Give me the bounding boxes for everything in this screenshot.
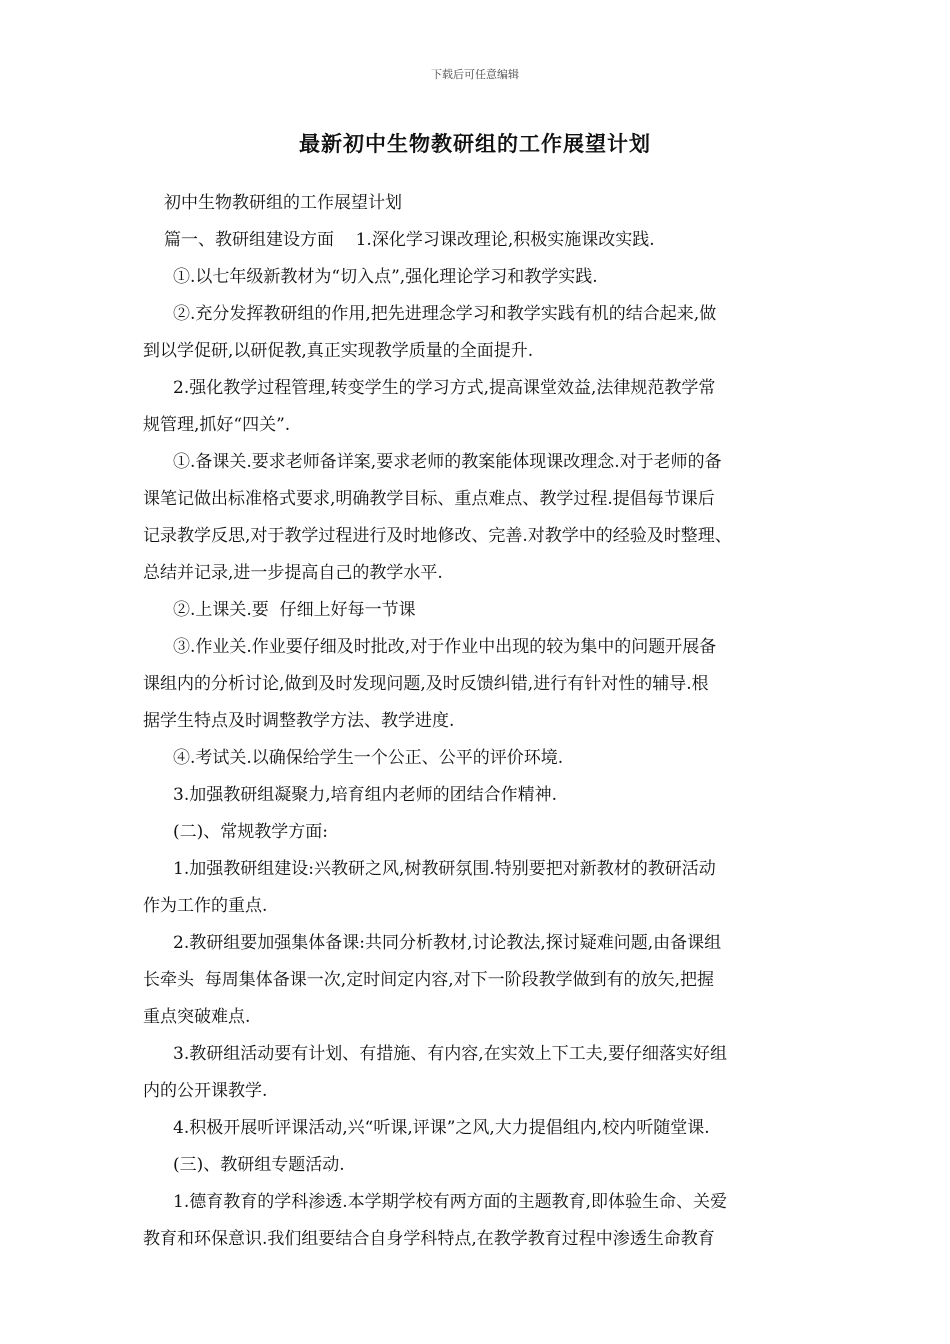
body-line: 2.强化教学过程管理,转变学生的学习方式,提高课堂效益,法律规范教学常 bbox=[173, 378, 716, 398]
body-line: 到以学促研,以研促教,真正实现教学质量的全面提升. bbox=[143, 341, 534, 361]
body-line: 篇一、教研组建设方面 1.深化学习课改理论,积极实施课改实践. bbox=[164, 230, 655, 250]
body-line: ②.充分发挥教研组的作用,把先进理念学习和教学实践有机的结合起来,做 bbox=[173, 304, 717, 324]
body-line: 据学生特点及时调整教学方法、教学进度. bbox=[143, 711, 455, 731]
body-line: 内的公开课教学. bbox=[143, 1081, 268, 1101]
body-line: 课笔记做出标准格式要求,明确教学目标、重点难点、教学过程.提倡每节课后 bbox=[143, 489, 715, 509]
document-body bbox=[143, 185, 811, 1258]
body-line: ④.考试关.以确保给学生一个公正、公平的评价环境. bbox=[173, 748, 564, 768]
body-line: 课组内的分析讨论,做到及时发现问题,及时反馈纠错,进行有针对性的辅导.根 bbox=[143, 674, 709, 694]
body-line: (二)、常规教学方面: bbox=[173, 822, 328, 842]
page-header: 下载后可任意编辑 bbox=[431, 68, 519, 81]
body-line: 重点突破难点. bbox=[143, 1007, 251, 1027]
body-line: ①.备课关.要求老师备详案,要求老师的教案能体现课改理念.对于老师的备 bbox=[173, 452, 722, 472]
body-line: ②.上课关.要 仔细上好每一节课 bbox=[173, 600, 416, 620]
body-line: ③.作业关.作业要仔细及时批改,对于作业中出现的较为集中的问题开展备 bbox=[173, 637, 717, 657]
body-line: 教育和环保意识.我们组要结合自身学科特点,在教学教育过程中渗透生命教育 bbox=[143, 1229, 715, 1249]
body-line: 总结并记录,进一步提高自己的教学水平. bbox=[143, 563, 443, 583]
body-line: 3.教研组活动要有计划、有措施、有内容,在实效上下工夫,要仔细落实好组 bbox=[173, 1044, 728, 1064]
body-line: 规管理,抓好“四关”. bbox=[143, 415, 291, 435]
body-line: 2.教研组要加强集体备课:共同分析教材,讨论教法,探讨疑难问题,由备课组 bbox=[173, 933, 722, 953]
body-line: 1.加强教研组建设:兴教研之风,树教研氛围.特别要把对新教材的教研活动 bbox=[173, 859, 716, 879]
body-line: 记录教学反思,对于教学过程进行及时地修改、完善.对教学中的经验及时整理、 bbox=[143, 526, 732, 546]
body-line: ①.以七年级新教材为“切入点”,强化理论学习和教学实践. bbox=[173, 267, 598, 287]
body-line: 长牵头 每周集体备课一次,定时间定内容,对下一阶段教学做到有的放矢,把握 bbox=[143, 970, 715, 990]
body-line: (三)、教研组专题活动. bbox=[173, 1155, 345, 1175]
body-line: 1.德育教育的学科渗透.本学期学校有两方面的主题教育,即体验生命、关爱 bbox=[173, 1192, 728, 1212]
body-line: 3.加强教研组凝聚力,培育组内老师的团结合作精神. bbox=[173, 785, 558, 805]
body-line: 4.积极开展听评课活动,兴“听课,评课”之风,大力提倡组内,校内听随堂课. bbox=[173, 1118, 710, 1138]
document-title: 最新初中生物教研组的工作展望计划 bbox=[299, 131, 651, 156]
body-line: 初中生物教研组的工作展望计划 bbox=[164, 193, 402, 213]
body-line: 作为工作的重点. bbox=[143, 896, 268, 916]
